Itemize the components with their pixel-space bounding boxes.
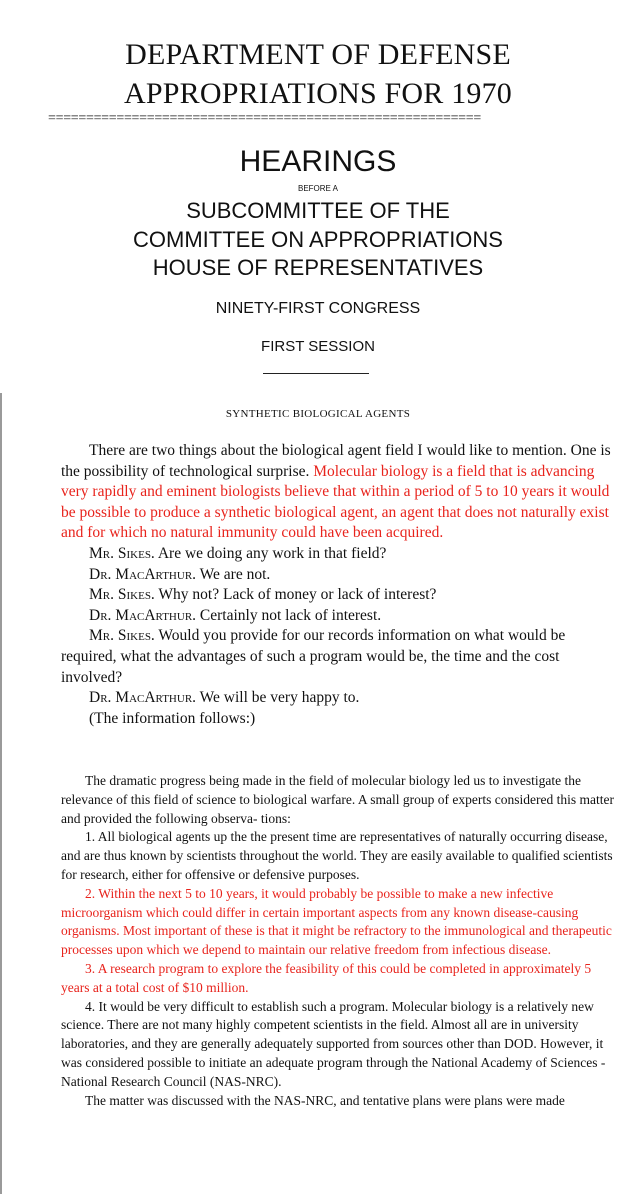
information-follows-note: (The information follows:) bbox=[89, 709, 256, 727]
hearings-heading: HEARINGS bbox=[239, 145, 397, 178]
left-margin-rule bbox=[0, 393, 2, 1194]
speaker-name: Dr. MacArthur. bbox=[89, 565, 197, 583]
dialogue-line bbox=[61, 544, 621, 565]
session-label: FIRST SESSION bbox=[261, 338, 375, 355]
intro-text: There are two things about the biological agent field I would like to mention. One is the possibility of technological surprise. bbox=[61, 442, 611, 480]
before-a-label: BEFORE A bbox=[297, 184, 338, 193]
testimony-intro bbox=[61, 441, 621, 544]
testimony-block bbox=[61, 441, 621, 729]
info-paragraph: The dramatic progress being made in the field of molecular biology led us to investigate the relevance of this field of science to biological warfare. A small group of experts considered this matter and provided the following observa- tions: bbox=[61, 773, 614, 826]
dialogue-text: Certainly not lack of interest. bbox=[196, 606, 382, 624]
dialogue-text: Would you provide for our records information on what would be required, what the advantages of such a program would be, the time and the cost involved? bbox=[61, 627, 566, 686]
information-block bbox=[61, 772, 621, 1110]
dialogue-line bbox=[61, 585, 621, 606]
speaker-name: Mr. Sikes. bbox=[89, 544, 155, 562]
observation-3-highlighted: 3. A research program to explore the feasibility of this could be completed in approximately 5 years at a total cost of $10 million. bbox=[61, 960, 592, 995]
dialogue-text: We are not. bbox=[196, 565, 271, 583]
committee-line1: SUBCOMMITTEE OF THE bbox=[186, 198, 450, 223]
dialogue-text: We will be very happy to. bbox=[196, 689, 360, 707]
observation-4: 4. It would be very difficult to establish such a program. Molecular biology is a relatively new science. There are not many highly competent scientists in the field. Almost all are in university laboratories, and they are generally adequately supported from sources other than DOD. However, it was considered possible to initiate an adequate program through the National Academy of Sciences - National Research Council (NAS-NRC). bbox=[61, 998, 606, 1089]
dialogue-text: Are we doing any work in that field? bbox=[154, 544, 387, 562]
congress-label: NINETY-FIRST CONGRESS bbox=[215, 300, 421, 317]
speaker-name: Mr. Sikes. bbox=[89, 586, 155, 604]
highlighted-intro-text: Molecular biology is a field that is advancing very rapidly and eminent biologists believe that within a period of 5 to 10 years it would be possible to produce a synthetic biological agent, an agent that does not naturally exist and for which no natural immunity could have been acquired. bbox=[61, 462, 610, 542]
speaker-name: Dr. MacArthur. bbox=[89, 689, 197, 707]
document-title-line2: APPROPRIATIONS FOR 1970 bbox=[123, 77, 513, 110]
speaker-name: Mr. Sikes. bbox=[89, 627, 155, 645]
equals-separator: ========================================================= bbox=[48, 111, 481, 126]
observation-2-highlighted: 2. Within the next 5 to 10 years, it would probably be possible to make a new infective microorganism which could differ in certain important aspects from any known disease-causing organisms. Most important of these is that it might be refractory to the immunological and therapeutic processes upon which we depend to maintain our relative freedom from infectious disease. bbox=[61, 885, 612, 958]
short-divider bbox=[263, 373, 369, 374]
section-title: SYNTHETIC BIOLOGICAL AGENTS bbox=[225, 408, 411, 420]
info-paragraph-final: The matter was discussed with the NAS-NRC, and tentative plans were plans were made bbox=[85, 1092, 565, 1108]
dialogue-line bbox=[61, 565, 621, 586]
document-title-line1: DEPARTMENT OF DEFENSE bbox=[125, 38, 511, 71]
observation-1: 1. All biological agents up the the present time are representatives of naturally occurring disease, and are thus known by scientists throughout the world. They are easily available to qualified scientists for research, either for offensive or defensive purposes. bbox=[61, 829, 613, 882]
dialogue-text: Why not? Lack of money or lack of interest? bbox=[154, 586, 437, 604]
committee-line2: COMMITTEE ON APPROPRIATIONS bbox=[133, 227, 503, 252]
committee-line3: HOUSE OF REPRESENTATIVES bbox=[152, 255, 484, 280]
dialogue-line bbox=[61, 626, 621, 688]
dialogue-line bbox=[61, 606, 621, 627]
speaker-name: Dr. MacArthur. bbox=[89, 606, 197, 624]
dialogue-line bbox=[61, 688, 621, 709]
